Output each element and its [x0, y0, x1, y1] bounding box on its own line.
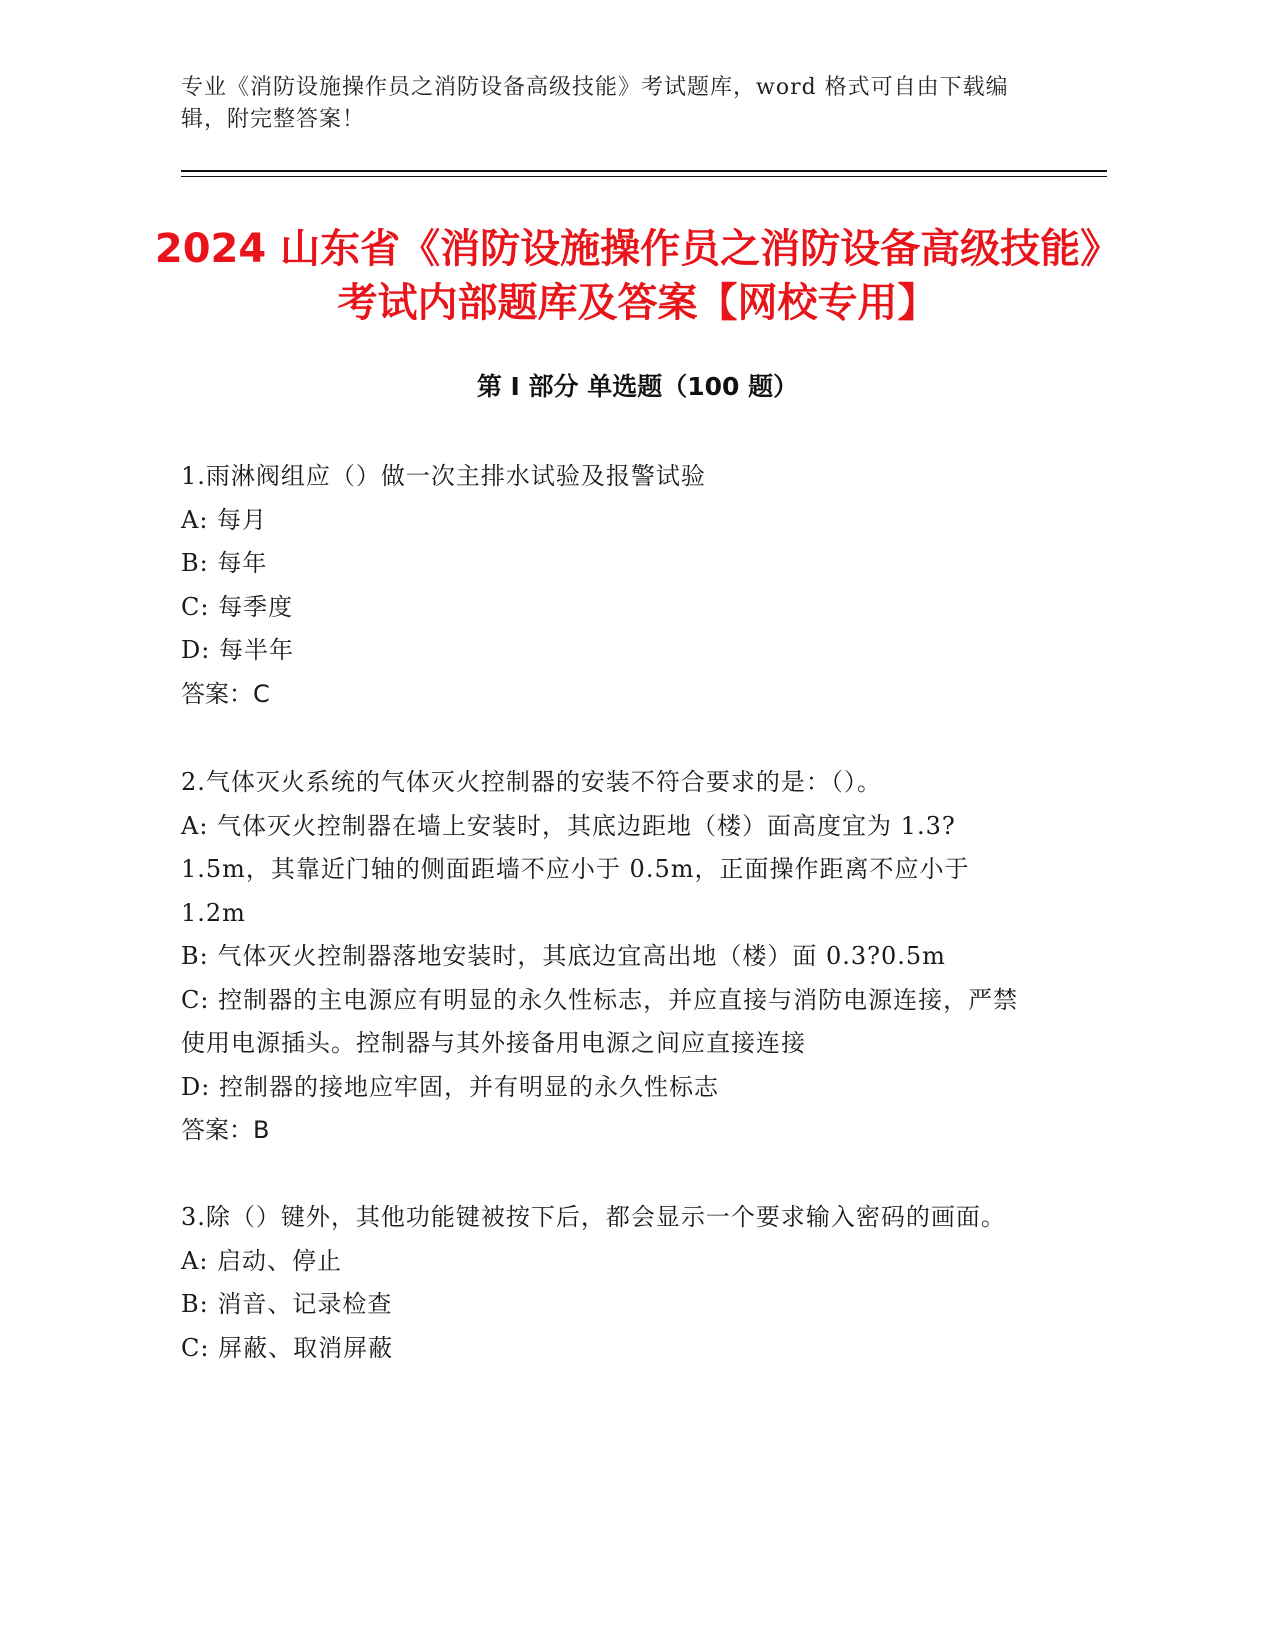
header-divider-thin [181, 176, 1107, 177]
option-c: C: 每季度 [181, 592, 294, 621]
answer: 答案：C [181, 679, 270, 708]
option-c: C: 屏蔽、取消屏蔽 [181, 1333, 394, 1362]
option-d: D: 控制器的接地应牢固，并有明显的永久性标志 [181, 1072, 719, 1101]
header-divider-thick [181, 170, 1107, 172]
header-note: 专业《消防设施操作员之消防设备高级技能》考试题库，word 格式可自由下载编辑，附完整答案！ [181, 75, 1009, 132]
question-stem: 3.除（）键外，其他功能键被按下后，都会显示一个要求输入密码的画面。 [181, 1203, 1006, 1231]
question-stem: 2.气体灭火系统的气体灭火控制器的安装不符合要求的是：（）。 [181, 768, 882, 796]
question-block-3 [181, 1196, 1041, 1370]
question-block-1 [181, 455, 1041, 716]
question-stem: 1.雨淋阀组应（）做一次主排水试验及报警试验 [181, 462, 706, 490]
option-b: B: 消音、记录检查 [181, 1290, 393, 1318]
option-b: B: 气体灭火控制器落地安装时，其底边宜高出地（楼）面 0.3?0.5m [181, 942, 946, 970]
section-heading: 第 I 部分 单选题（100 题） [476, 372, 799, 401]
answer: 答案：B [181, 1116, 270, 1144]
option-b: B: 每年 [181, 549, 268, 577]
option-a: A: 启动、停止 [181, 1246, 343, 1275]
option-d: D: 每半年 [181, 636, 294, 664]
option-a: A: 每月 [181, 505, 268, 534]
document-title: 2024 山东省《消防设施操作员之消防设备高级技能》考试内部题库及答案【网校专用】 [154, 226, 1121, 326]
question-block-2 [181, 761, 1041, 1153]
option-c: C: 控制器的主电源应有明显的永久性标志，并应直接与消防电源连接，严禁使用电源插头。控制器与其外接备用电源之间应直接连接 [181, 985, 1019, 1057]
option-a: A: 气体灭火控制器在墙上安装时，其底边距地（楼）面高度宜为 1.3?1.5m，其靠近门轴的侧面距墙不应小于 0.5m，正面操作距离不应小于 1.2m [181, 811, 970, 927]
